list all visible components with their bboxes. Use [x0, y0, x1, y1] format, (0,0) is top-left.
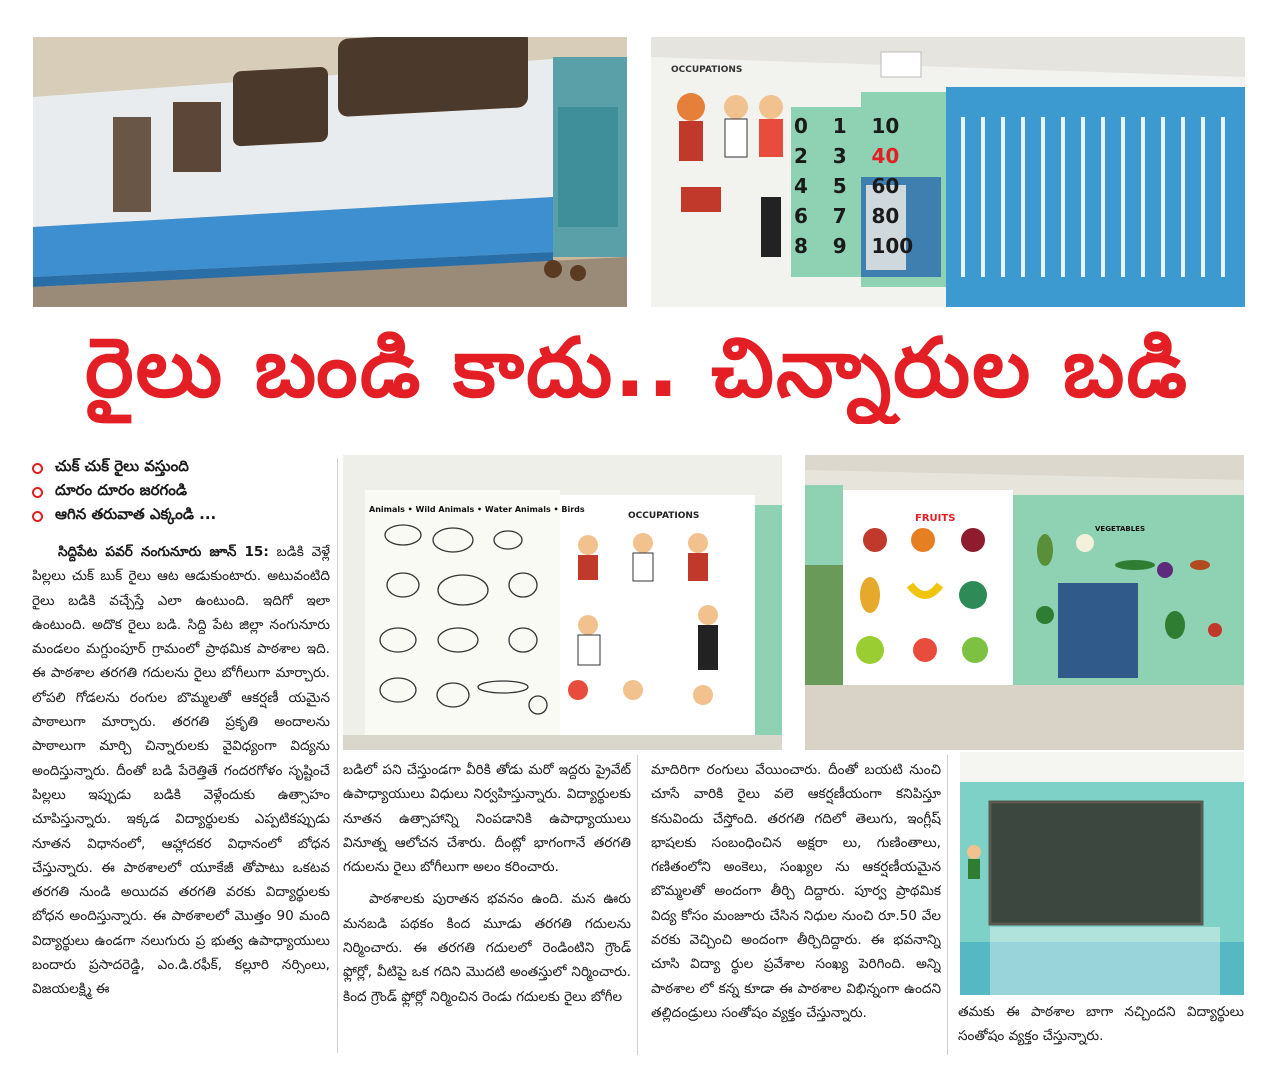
photo-animals-occupations-wall — [343, 455, 782, 750]
headline: రైలు బండి కాదు.. చిన్నారుల బడి — [84, 321, 1190, 416]
photo-train-corridor — [33, 37, 627, 307]
column-divider — [337, 458, 338, 1053]
occupations-label: OCCUPATIONS — [628, 511, 700, 521]
number-cell: 4 — [794, 174, 808, 198]
article-text: తమకు ఈ పాఠశాల బాగా నచ్చిందని విద్యార్థులు సంతోషం వ్యక్తం చేస్తున్నారు. — [958, 1004, 1244, 1045]
number-cell: 100 — [871, 234, 914, 258]
number-cell: 8 — [794, 234, 808, 258]
bullet-item — [32, 456, 332, 480]
article-column-2 — [343, 758, 631, 1058]
article-column-3 — [651, 758, 941, 1058]
column-divider — [947, 755, 948, 1055]
bullet-text: చుక్ చుక్ రైలు వస్తుంది — [55, 457, 189, 475]
photo-classroom-wall-numbers — [651, 37, 1245, 307]
number-cell: 1 — [832, 114, 847, 138]
article-column-1 — [32, 540, 330, 1060]
dateline: సిద్దిపేట పవర్ నంగునూరు జూన్ 15: — [58, 544, 269, 560]
bullet-text: దూరం దూరం జరగండి — [55, 481, 187, 499]
numbers-grid — [794, 111, 934, 261]
article-column-4 — [958, 1000, 1244, 1060]
number-cell: 3 — [832, 144, 847, 168]
bullet-list — [32, 456, 332, 528]
bullet-circle-icon — [32, 511, 43, 522]
number-cell: 9 — [832, 234, 847, 258]
article-text: బడిలో పని చేస్తుండగా వీరికి తోడు మరో ఇద్దరు ప్రైవేట్ ఉపాధ్యాయులు విధులు నిర్వహిస్తున్నారు. విద్యార్థులకు నూతన ఉత్సాహాన్ని నింపడానికి ఉపాధ్యాయులు వినూత్న ఆలోచన చేశారు. దీంట్లో భాగంగానే తరగతి గదులను రైలు బోగీలుగా అలం కరించారు. — [343, 762, 631, 876]
bullet-text: ఆగిన తరువాత ఎక్కండి ... — [55, 505, 217, 523]
number-cell: 7 — [832, 204, 847, 228]
bullet-circle-icon — [32, 463, 43, 474]
article-text: మాదిరిగా రంగులు వేయించారు. దీంతో బయటి నుంచి చూసే వారికి రైలు వలె ఆకర్షణీయంగా కనిపిస్తూ కనువిందు చేస్తోంది. తరగతి గదిలో తెలుగు, ఇంగ్లీష్ భాషలకు సంబంధించిన అక్షరా లు, గుణింతాలు, గణితంలోని అంకెలు, సంఖ్యల ను ఆకర్షణీయమైన బొమ్మలతో అందంగా తీర్చి దిద్దారు. పూర్వ ప్రాథమిక విద్య కోసం మంజూరు చేసిన నిధుల నుంచి రూ.50 వేల వరకు వెచ్చించి అందంగా తీర్చిదిద్దారు. ఈ భవనాన్ని చూసి విద్యా ర్థుల ప్రవేశాల సంఖ్య పెరిగింది. అన్ని పాఠశాల లో కన్న కూడా ఈ పాఠశాల విభిన్నంగా ఉందని తల్లిదండ్రులు సంతోషం వ్యక్తం చేస్తున్నారు. — [651, 762, 941, 1021]
bullet-item — [32, 504, 332, 528]
number-cell: 60 — [871, 174, 900, 198]
bullet-item — [32, 480, 332, 504]
column-divider — [637, 755, 638, 1055]
number-cell: 6 — [794, 204, 808, 228]
number-cell: 5 — [832, 174, 847, 198]
vegetables-label: VEGETABLES — [1095, 525, 1145, 533]
animals-banner: Animals • Wild Animals • Water Animals • Birds — [369, 505, 585, 514]
article-text: పాఠశాలకు పురాతన భవనం ఉంది. మన ఊరు మనబడి పథకం కింద మూడు తరగతి గదులను నిర్మించారు. ఈ తరగతి గదులలో రెండింటిని గ్రౌండ్ ఫ్లోర్లో, వీటిపై ఒక గదిని మొదటి అంతస్తులో నిర్మించారు. కింద గ్రౌండ్ ఫ్లోర్లో నిర్మించిన రెండు గదులకు రైలు బోగీల — [343, 891, 631, 1005]
bullet-circle-icon — [32, 487, 43, 498]
photo-fruits-vegetables-wall — [805, 455, 1244, 750]
number-cell: 0 — [794, 114, 808, 138]
number-cell: 2 — [794, 144, 808, 168]
number-cell: 40 — [871, 144, 900, 168]
photo-blackboard-classroom — [960, 752, 1244, 995]
occupations-label: OCCUPATIONS — [671, 65, 743, 75]
fruits-label: FRUITS — [915, 513, 956, 524]
number-cell: 10 — [871, 114, 900, 138]
number-cell: 80 — [871, 204, 900, 228]
article-text: బడికి వెళ్లే పిల్లలు చుక్ బుక్ రైలు ఆట ఆడుకుంటారు. అటువంటిది రైలు బడికి వచ్చేస్తే ఎలా ఉంటుంది. ఇదిగో ఇలా ఉంటుంది. అదొక రైలు బడి. సిద్ది పేట జిల్లా నంగునూరు మండలం మగ్దుంపూర్ గ్రామంలో ప్రాథమిక పాఠశాల ఇది. ఈ పాఠశాల తరగతి గదులను రైలు బోగీలుగా మార్చారు. లోపలి గోడలను రంగుల బొమ్మలతో ఆకర్షణీ యమైన పాఠాలుగా మార్చారు. తరగతి ప్రకృతి అందాలను పాఠాలుగా మార్చి చిన్నారులకు వైవిధ్యంగా విద్యను అందిస్తున్నారు. దీంతో బడి పేరెత్తితే గందరగోళం సృష్టించే పిల్లలు ఇప్పుడు బడికి వెళ్లేందుకు ఉత్సాహం చూపిస్తున్నారు. ఇక్కడ విద్యార్థులకు ఎప్పటికప్పుడు నూతన విధానంలో, ఆహ్లాదకర విధానంలో బోధన చేస్తున్నారు. ఈ పాఠశాలలో యూకేజీ తోపాటు ఒకటవ తరగతి నుండి అయిదవ తరగతి వరకు విద్యార్థులకు బోధన అందిస్తున్నారు. ఈ పాఠశాలలో మొత్తం 90 మంది విద్యార్థులు ఉండగా నలుగురు ప్ర భుత్వ ఉపాధ్యాయులు బందారు ప్రసాదరెడ్డి, ఎం.డి.రఫీక్, కల్లూరి నర్సింలు, విజయలక్ష్మి ఈ — [32, 544, 330, 998]
